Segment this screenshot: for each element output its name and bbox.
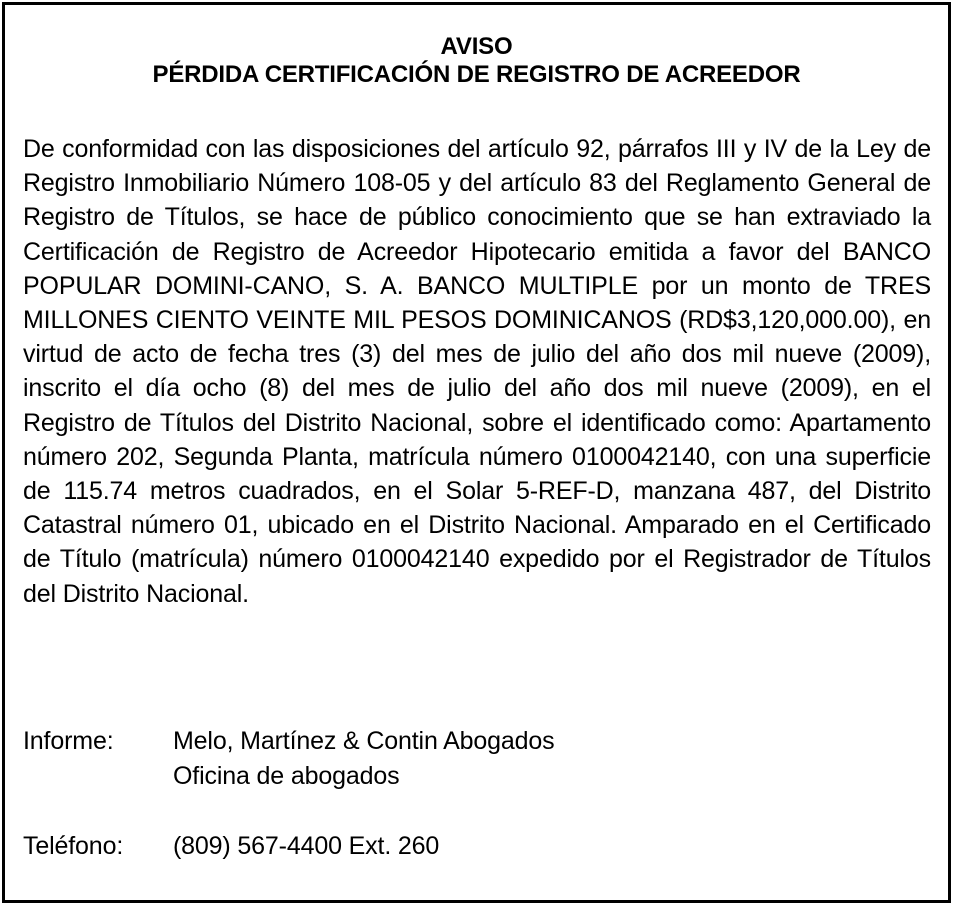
notice-subtitle: PÉRDIDA CERTIFICACIÓN DE REGISTRO DE ACREEDOR: [152, 61, 801, 88]
telefono-value: (809) 567-4400 Ext. 260: [173, 832, 440, 860]
notice-title: AVISO: [440, 33, 513, 60]
informe-label: Informe:: [23, 727, 114, 755]
firm-name: Melo, Martínez & Contin Abogados: [173, 727, 555, 755]
notice-body: De conformidad con las disposiciones del artículo 92, párrafos III y IV de la Ley de Registro Inmobiliario Número 108-05 y del artículo 83 del Reglamento General de Registro de Títulos, se hace de público conocimiento que se han extraviado la Certificación de Registro de Acreedor Hipotecario emitida a favor del BANCO POPULAR DOMINI-CANO, S. A. BANCO MULTIPLE por un monto de TRES MILLONES CIENTO VEINTE MIL PESOS DOMINICANOS (RD$3,120,000.00), en virtud de acto de fecha tres (3) del mes de julio del año dos mil nueve (2009), inscrito el día ocho (8) del mes de julio del año dos mil nueve (2009), en el Registro de Títulos del Distrito Nacional, sobre el identificado como: Apartamento número 202, Segunda Planta, matrícula número 0100042140, con una superficie de 115.74 metros cuadrados, en el Solar 5-REF-D, manzana 487, del Distrito Catastral número 01, ubicado en el Distrito Nacional. Amparado en el Certificado de Título (matrícula) número 0100042140 expedido por el Registrador de Títulos del Distrito Nacional.: [23, 135, 931, 608]
contact-informe-row: [23, 724, 555, 758]
telefono-label: Teléfono:: [23, 832, 124, 860]
contact-telefono-row: [23, 829, 439, 863]
notice-box: [2, 2, 951, 903]
contact-office-row: [23, 759, 399, 793]
firm-type: Oficina de abogados: [173, 762, 400, 790]
